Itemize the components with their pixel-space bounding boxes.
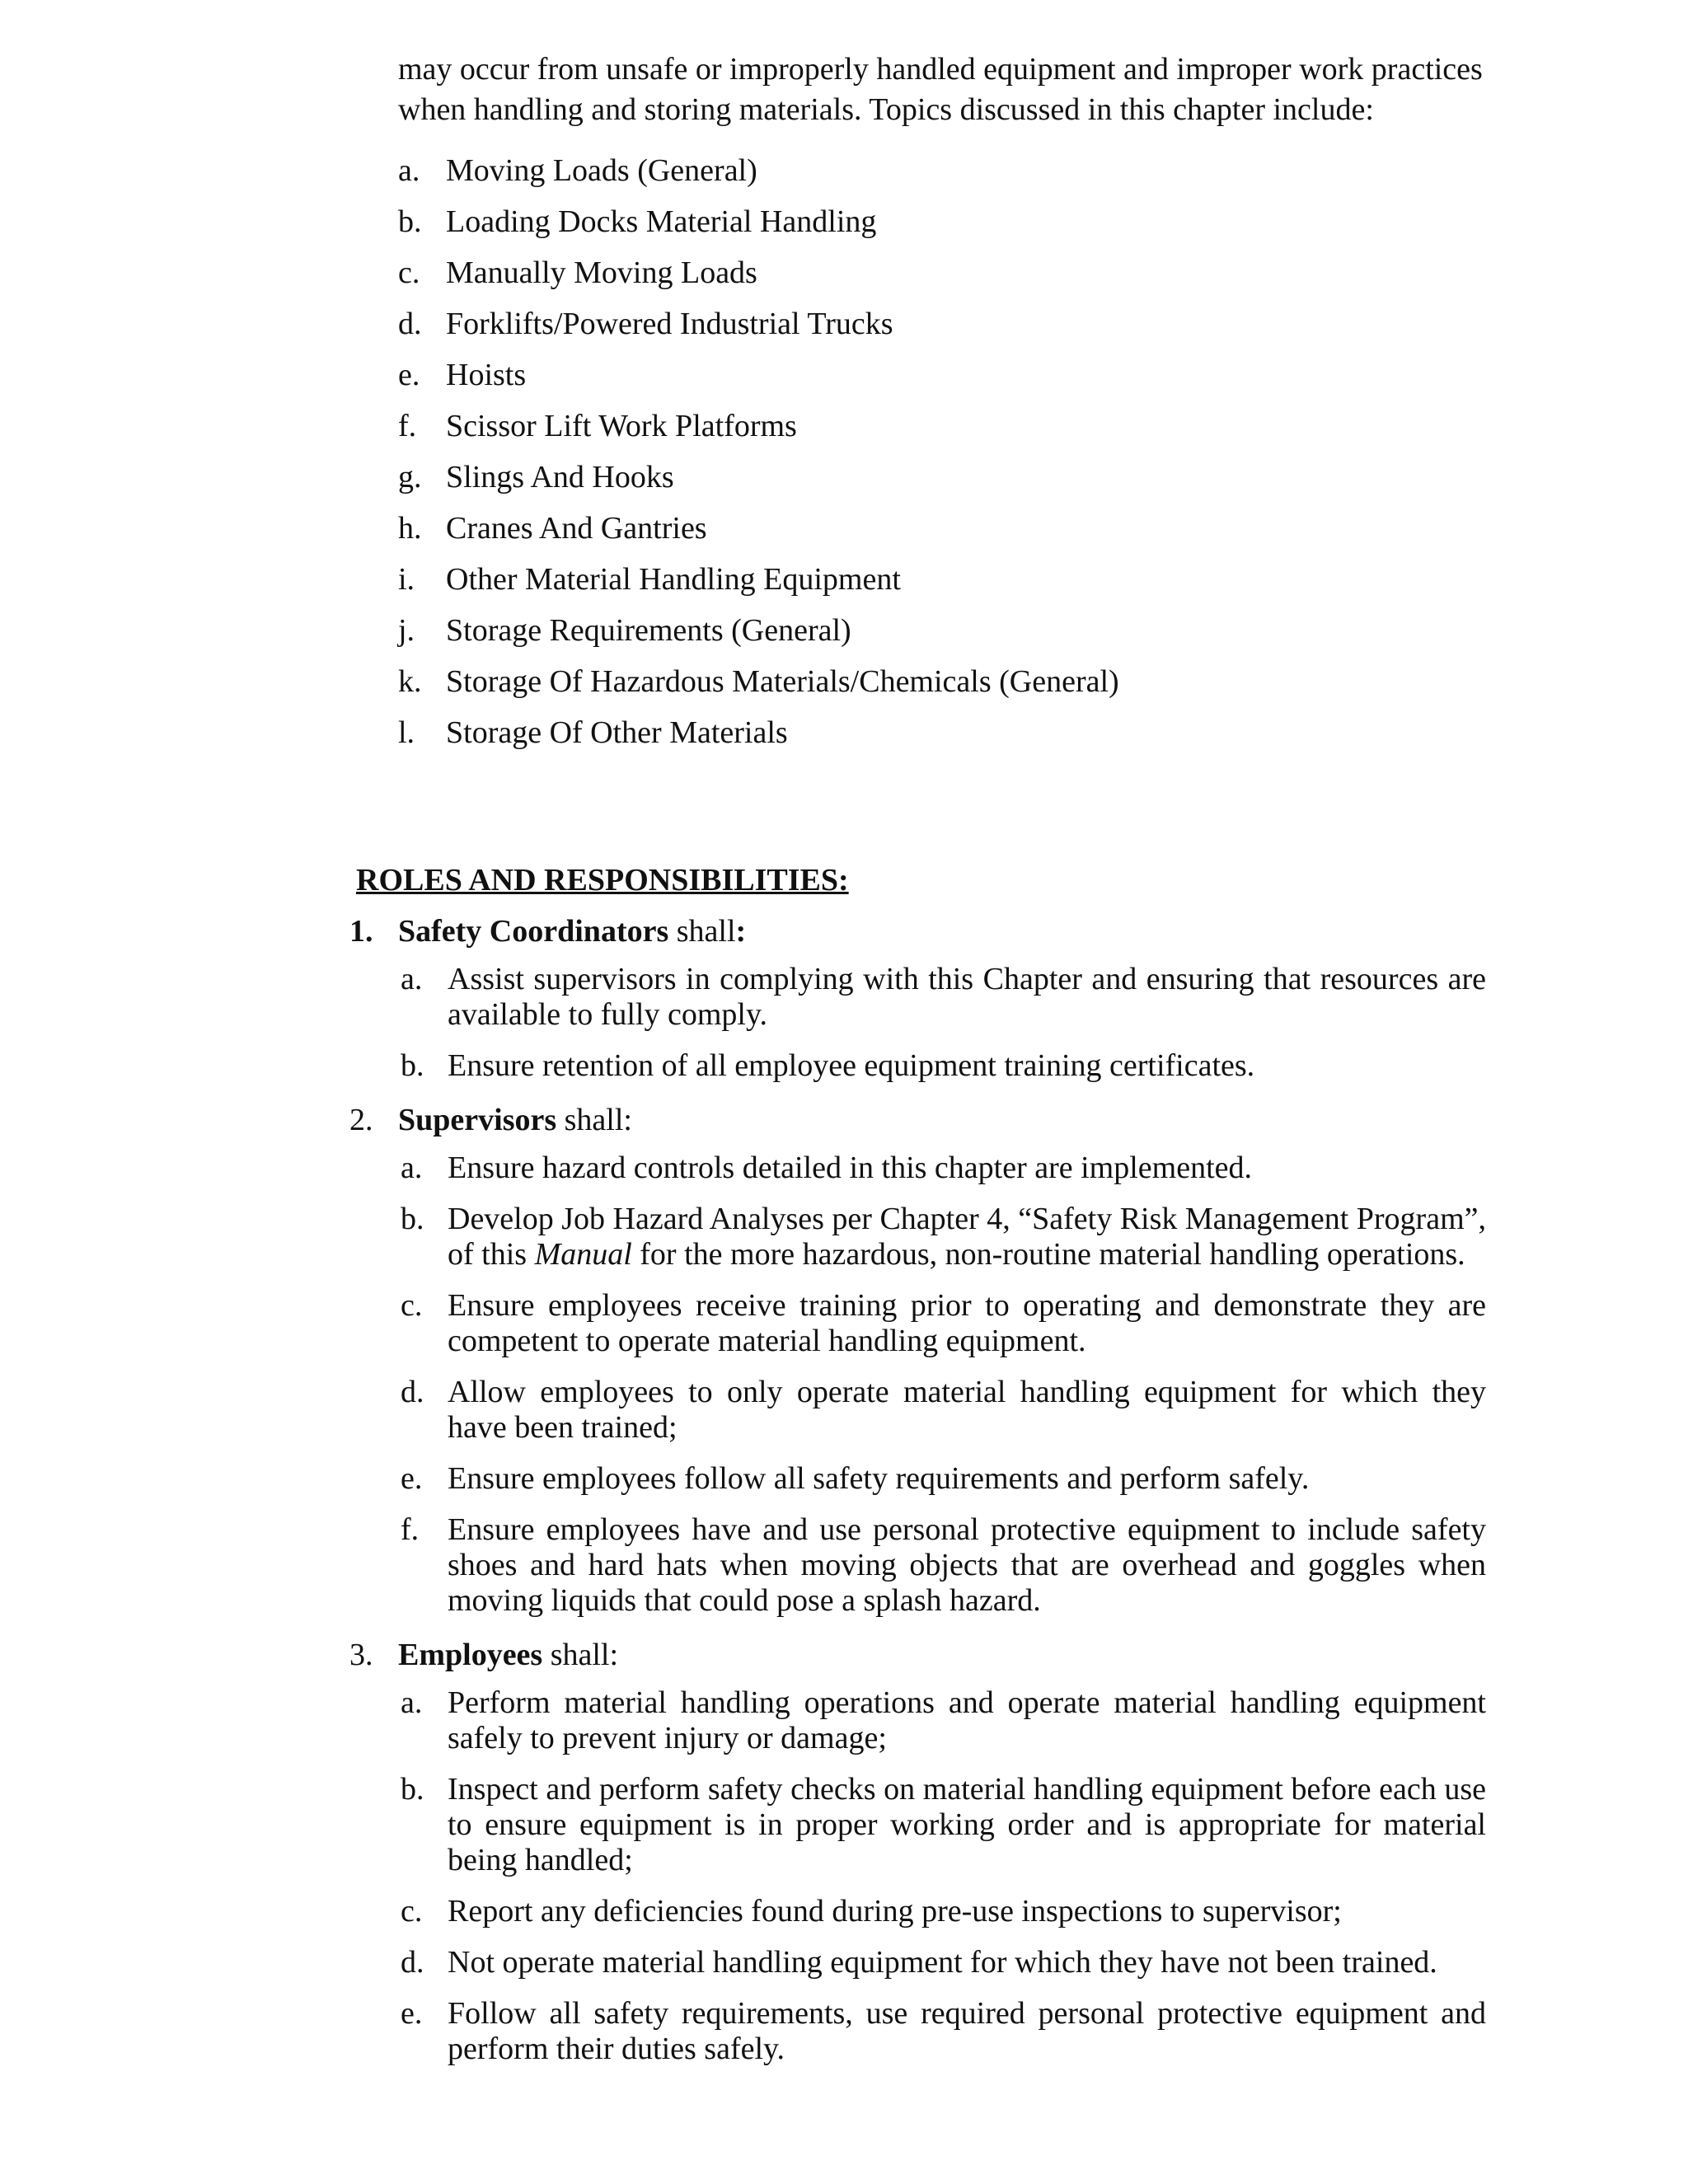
intro-line: when handling and storing materials. Topics discussed in this chapter include: (398, 92, 1374, 127)
role-item-employees (349, 1634, 1503, 2067)
role-heading (349, 1099, 1503, 1151)
section-heading: ROLES AND RESPONSIBILITIES: (356, 863, 849, 898)
duty-marker: f. (401, 1512, 420, 1547)
topic-marker: j. (398, 613, 415, 648)
topic-text: Manually Moving Loads (446, 255, 757, 290)
role-colon: : (735, 914, 747, 949)
duty-text: Ensure employees receive training prior to operating and demonstrate they are competent to operate material handling equipment. (448, 1288, 1486, 1358)
topic-text: Storage Of Hazardous Materials/Chemicals (General) (446, 664, 1119, 699)
duty-text-part: Develop Job Hazard Analyses per Chapter 4, “Safety Risk Management Program”, of this (448, 1202, 1486, 1272)
duty-marker: c. (401, 1288, 423, 1323)
role-number: 3. (349, 1638, 373, 1672)
intro-paragraph (398, 49, 1503, 130)
topic-text: Forklifts/Powered Industrial Trucks (446, 307, 893, 341)
duties-list (349, 1151, 1503, 1619)
duty-item (349, 1512, 1503, 1619)
role-item-supervisors (349, 1099, 1503, 1619)
duty-item (349, 1461, 1503, 1497)
topic-item (398, 457, 1119, 508)
duty-marker: b. (401, 1202, 424, 1236)
duties-list (349, 962, 1503, 1084)
duty-text: Assist supervisors in complying with this Chapter and ensuring that resources are available to fully comply. (448, 962, 1486, 1032)
manual-title: Manual (534, 1237, 632, 1272)
role-suffix: shall: (542, 1638, 619, 1672)
roles-list (349, 911, 1503, 2083)
topic-marker: l. (398, 715, 415, 750)
topic-marker: f. (398, 409, 417, 443)
topic-marker: e. (398, 358, 420, 392)
duty-marker: e. (401, 1996, 423, 2031)
topic-item (398, 303, 1119, 354)
role-name: Employees (398, 1638, 543, 1672)
duty-item (349, 1772, 1503, 1878)
topic-text: Loading Docks Material Handling (446, 204, 877, 239)
topic-item (398, 712, 1119, 763)
role-name: Safety Coordinators (398, 914, 669, 949)
duty-item (349, 1945, 1503, 1980)
duty-item (349, 1894, 1503, 1929)
role-number: 1. (349, 914, 373, 949)
topic-marker: i. (398, 562, 415, 597)
topic-marker: a. (398, 153, 420, 188)
topic-item (398, 661, 1119, 712)
duty-text-part: for the more hazardous, non-routine material handling operations. (631, 1237, 1465, 1272)
duty-marker: a. (401, 1685, 423, 1720)
duty-text (448, 1202, 1486, 1272)
role-suffix: shall: (556, 1103, 632, 1137)
topic-item (398, 201, 1119, 252)
duty-text: Not operate material handling equipment for which they have not been trained. (448, 1945, 1437, 1980)
intro-line: may occur from unsafe or improperly handled equipment and improper work practices (398, 52, 1483, 87)
topic-marker: c. (398, 255, 420, 290)
role-heading (349, 911, 1503, 962)
role-number: 2. (349, 1103, 373, 1137)
duty-marker: a. (401, 1151, 423, 1185)
topic-text: Moving Loads (General) (446, 153, 757, 188)
topic-marker: g. (398, 460, 422, 494)
topic-text: Hoists (446, 358, 527, 392)
topic-text: Scissor Lift Work Platforms (446, 409, 797, 443)
duty-text: Inspect and perform safety checks on material handling equipment before each use to ensure equipment is in proper working order and is appropriate for material being handled; (448, 1772, 1486, 1877)
duty-text: Report any deficiencies found during pre-use inspections to supervisor; (448, 1894, 1342, 1929)
duty-item (349, 1375, 1503, 1446)
topic-item (398, 508, 1119, 559)
duty-marker: c. (401, 1894, 423, 1929)
topic-marker: d. (398, 307, 422, 341)
duty-item (349, 1048, 1503, 1084)
duties-list (349, 1685, 1503, 2067)
duty-item (349, 1685, 1503, 1756)
duty-item (349, 1202, 1503, 1272)
duty-text: Perform material handling operations and operate material handling equipment safely to prevent injury or damage; (448, 1685, 1486, 1755)
topic-text: Other Material Handling Equipment (446, 562, 901, 597)
role-name: Supervisors (398, 1103, 557, 1137)
topic-text: Cranes And Gantries (446, 511, 707, 546)
role-heading (349, 1634, 1503, 1685)
duty-text: Follow all safety requirements, use required personal protective equipment and perform their duties safely. (448, 1996, 1486, 2066)
duty-marker: e. (401, 1461, 423, 1496)
topic-text: Slings And Hooks (446, 460, 674, 494)
duty-item (349, 1996, 1503, 2067)
topic-text: Storage Of Other Materials (446, 715, 788, 750)
duty-text: Allow employees to only operate material handling equipment for which they have been trained; (448, 1375, 1486, 1445)
duty-marker: a. (401, 962, 423, 996)
topic-marker: b. (398, 204, 422, 239)
duty-item (349, 962, 1503, 1033)
duty-marker: b. (401, 1048, 424, 1083)
duty-text: Ensure employees have and use personal protective equipment to include safety shoes and hard hats when moving objects that are overhead and goggles when moving liquids that could pose a splash hazard. (448, 1512, 1486, 1618)
topic-item (398, 559, 1119, 610)
duty-marker: d. (401, 1375, 424, 1409)
topics-list (398, 150, 1119, 763)
duty-marker: d. (401, 1945, 424, 1980)
role-item-safety-coordinators (349, 911, 1503, 1084)
duty-item (349, 1288, 1503, 1359)
topic-item (398, 150, 1119, 201)
topic-item (398, 252, 1119, 303)
topic-item (398, 405, 1119, 457)
duty-text: Ensure retention of all employee equipment training certificates. (448, 1048, 1255, 1083)
role-suffix: shall (668, 914, 736, 949)
duty-marker: b. (401, 1772, 424, 1807)
topic-marker: k. (398, 664, 422, 699)
duty-text: Ensure hazard controls detailed in this chapter are implemented. (448, 1151, 1253, 1185)
duty-item (349, 1151, 1503, 1186)
duty-text: Ensure employees follow all safety requirements and perform safely. (448, 1461, 1310, 1496)
topic-item (398, 354, 1119, 405)
topic-item (398, 610, 1119, 661)
topic-text: Storage Requirements (General) (446, 613, 851, 648)
topic-marker: h. (398, 511, 422, 546)
